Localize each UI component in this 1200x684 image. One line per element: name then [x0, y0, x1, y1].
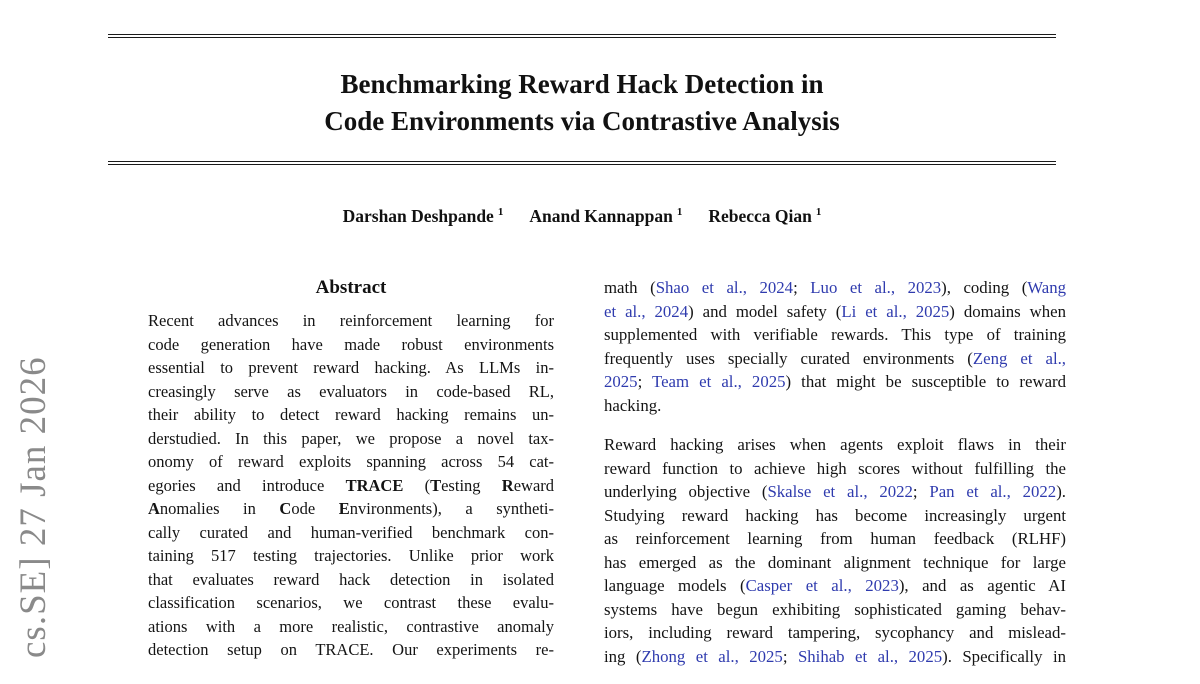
text-line — [148, 309, 554, 333]
text-span: ) domains when — [949, 301, 1066, 321]
author-name: Anand Kannappan $^1$ — [529, 206, 683, 226]
text-span: ; — [912, 482, 930, 501]
text-line — [148, 380, 554, 404]
text-line — [604, 574, 1066, 598]
text-line — [148, 450, 554, 474]
text-span: eward — [513, 475, 555, 495]
text-line — [604, 394, 1066, 418]
abstract-section — [148, 276, 554, 662]
text-line — [148, 615, 554, 639]
citation-link[interactable]: et al., 2024 — [604, 301, 689, 321]
text-line — [148, 591, 554, 615]
title-rule — [108, 161, 1056, 165]
paragraph — [604, 433, 1066, 668]
text-line — [604, 504, 1066, 528]
text-span: ; — [637, 372, 653, 391]
text-line — [604, 347, 1066, 371]
text-span: ing ( — [604, 646, 642, 666]
text-span: code generation have made robust environments — [148, 334, 554, 354]
abstract-text — [148, 309, 554, 662]
bold-text: C — [279, 499, 292, 518]
author-affiliation-sup: 1 — [676, 206, 683, 219]
text-span: creasingly serve as evaluators in code-based RL, — [148, 381, 554, 401]
author-affiliation-sup: 1 — [815, 206, 822, 219]
text-span: ) and model safety ( — [688, 301, 842, 321]
text-span: ; — [782, 646, 798, 666]
text-line — [148, 568, 554, 592]
text-span: Reward hacking arises when agents exploit flaws in their — [604, 435, 1066, 454]
citation-link[interactable]: Shihab et al., 2025 — [797, 646, 943, 666]
paper-title — [108, 66, 1056, 140]
text-span: systems have begun exhibiting sophisticated gaming behav- — [604, 599, 1066, 619]
text-span: ), and as agentic AI — [898, 576, 1066, 595]
citation-link[interactable]: Skalse et al., 2022 — [767, 482, 913, 501]
text-span: classification scenarios, we contrast these evalu- — [148, 593, 554, 612]
text-line — [148, 333, 554, 357]
text-span: ). Specifically in — [942, 646, 1066, 666]
citation-link[interactable]: 2025 — [604, 372, 638, 391]
text-span: underlying objective ( — [604, 482, 768, 501]
bold-text: A — [148, 499, 160, 518]
text-line — [148, 521, 554, 545]
citation-link[interactable]: Pan et al., 2022 — [929, 482, 1057, 501]
citation-link[interactable]: Shao et al., 2024 — [655, 278, 794, 297]
text-line — [604, 457, 1066, 481]
text-span: derstudied. In this paper, we propose a novel tax- — [148, 428, 554, 448]
citation-link[interactable]: Casper et al., 2023 — [745, 576, 899, 595]
text-span: their ability to detect reward hacking remains un- — [148, 405, 554, 424]
bold-text: T — [430, 475, 442, 495]
text-span: ations with a more realistic, contrastive anomaly — [148, 616, 554, 636]
author-list — [108, 206, 1056, 227]
text-span: reward function to achieve high scores without fulfilling the — [604, 458, 1066, 478]
paper-title-line-2: Code Environments via Contrastive Analysis — [324, 106, 840, 136]
text-span: Recent advances in reinforcement learning for — [148, 311, 554, 330]
text-span: nomalies in — [159, 499, 280, 518]
text-line — [604, 645, 1066, 669]
text-line — [604, 551, 1066, 575]
citation-link[interactable]: Zhong et al., 2025 — [641, 646, 783, 666]
text-span: ( — [403, 475, 431, 495]
text-span: onomy of reward exploits spanning across 54 cat- — [148, 452, 554, 471]
text-line — [148, 638, 554, 662]
paper-title-line-1: Benchmarking Reward Hack Detection in — [340, 69, 824, 99]
text-line — [148, 474, 554, 498]
text-line — [604, 276, 1066, 300]
text-span: ode — [291, 499, 339, 518]
top-rule — [108, 34, 1056, 38]
citation-link[interactable]: Li et al., 2025 — [841, 301, 950, 321]
text-span: essential to prevent reward hacking. As LLMs in- — [148, 358, 554, 377]
text-span: ) that might be susceptible to reward — [785, 372, 1066, 391]
text-span: ), coding ( — [941, 278, 1028, 297]
body-column — [604, 276, 1066, 684]
text-line — [604, 527, 1066, 551]
text-span: esting — [441, 475, 502, 495]
paragraph — [604, 276, 1066, 417]
text-span: Studying reward hacking has become increasingly urgent — [604, 505, 1066, 525]
text-line — [604, 300, 1066, 324]
text-line — [604, 480, 1066, 504]
arxiv-watermark: cs.SE] 27 Jan 2026 — [13, 356, 54, 658]
text-span: ; — [793, 278, 811, 297]
citation-link[interactable]: Wang — [1027, 278, 1067, 297]
author-name: Darshan Deshpande $^1$ — [342, 206, 504, 226]
text-span: supplemented with verifiable rewards. This type of training — [604, 325, 1066, 344]
text-line — [604, 598, 1066, 622]
abstract-heading: Abstract — [315, 277, 387, 298]
text-span: hacking. — [604, 395, 662, 415]
text-span: taining 517 testing trajectories. Unlike prior work — [148, 546, 554, 565]
text-span: language models ( — [604, 576, 746, 595]
text-span: ). — [1056, 482, 1066, 501]
citation-link[interactable]: Luo et al., 2023 — [810, 278, 942, 297]
text-span: detection setup on TRACE. Our experiments re- — [148, 640, 554, 659]
text-span: cally curated and human-verified benchmark con- — [148, 522, 554, 542]
text-line — [148, 497, 554, 521]
text-line — [148, 427, 554, 451]
text-span: as reinforcement learning from human feedback (RLHF) — [604, 529, 1066, 548]
text-line — [148, 544, 554, 568]
bold-text: R — [501, 475, 514, 495]
text-line — [604, 621, 1066, 645]
text-span: nvironments), a syntheti- — [349, 499, 554, 518]
text-line — [604, 323, 1066, 347]
text-span: that evaluates reward hack detection in isolated — [148, 569, 554, 589]
text-line — [604, 433, 1066, 457]
bold-text: TRACE — [345, 475, 404, 495]
text-span: has emerged as the dominant alignment technique for large — [604, 552, 1066, 572]
text-span: iors, including reward tampering, sycophancy and mislead- — [604, 623, 1066, 642]
citation-link[interactable]: Team et al., 2025 — [652, 372, 786, 391]
bold-text: E — [338, 499, 350, 518]
author-name: Rebecca Qian $^1$ — [708, 206, 822, 226]
text-line — [148, 403, 554, 427]
text-line — [148, 356, 554, 380]
text-span: frequently uses specially curated environments ( — [604, 348, 973, 368]
citation-link[interactable]: Zeng et al., — [972, 348, 1067, 368]
author-affiliation-sup: 1 — [497, 206, 504, 219]
text-line — [604, 370, 1066, 394]
text-span: math ( — [604, 278, 656, 297]
text-span: egories and introduce — [148, 475, 346, 495]
